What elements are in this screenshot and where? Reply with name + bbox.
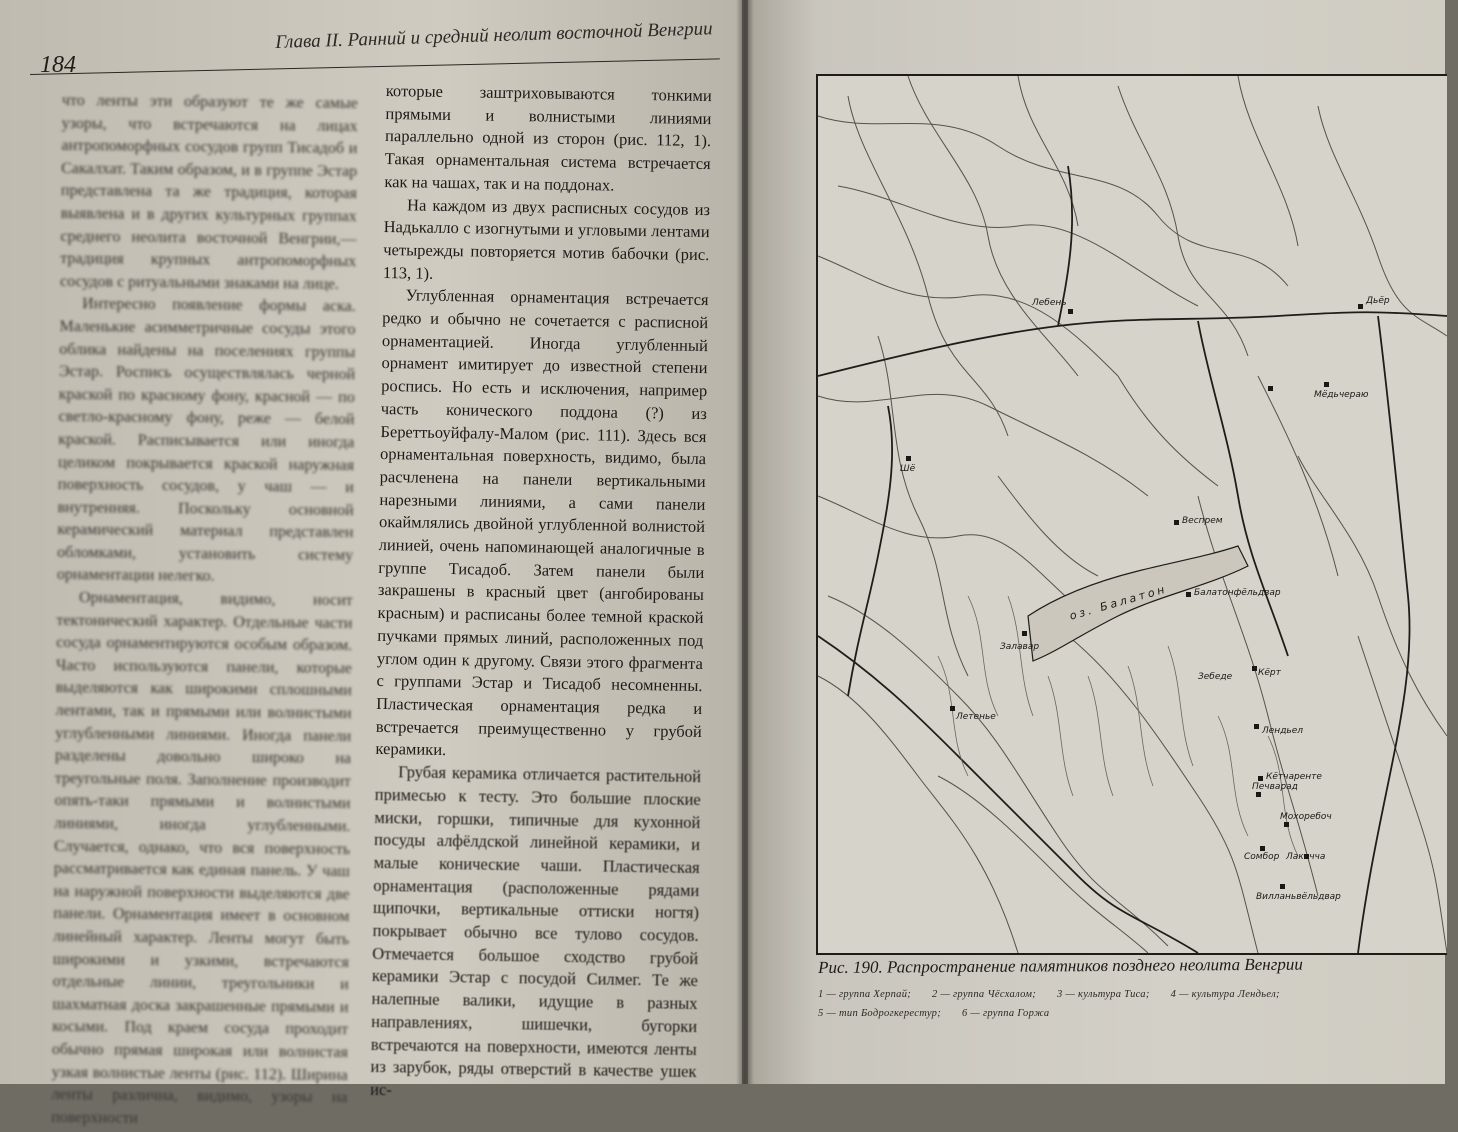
site-marker [1358, 304, 1363, 309]
place-label: Веспрем [1182, 516, 1223, 526]
site-marker [1022, 631, 1027, 636]
figure-legend [818, 985, 1458, 1023]
running-head: Глава II. Ранний и средний неолит восточной Венгрии [275, 18, 713, 53]
place-label: Сомбор [1244, 852, 1280, 862]
site-marker [1280, 884, 1285, 889]
legend-item: 4 — культура Лендьел; [1170, 989, 1280, 1000]
map-drawing [818, 76, 1447, 953]
paragraph: что ленты эти образуют те же самые узоры, что встречаются на лицах антропоморфных сосудов групп Тисадоб и Сакалхат. Таким образом, и в группе Эстар представлена та же традиция, которая выявлена и в других культурных группах среднего неолита восточной Венгрии,—традиция крупных антропоморфных сосудов с ритуальными знаками на лице. [59, 91, 358, 293]
place-label: Мёдьчераю [1314, 390, 1369, 400]
book-gutter [736, 0, 754, 1084]
place-label: Вилланьвёльдвар [1256, 892, 1341, 902]
place-label: Печварад [1252, 782, 1298, 792]
legend-item: 1 — группа Херпай; [818, 989, 912, 1000]
page-number: 184 [40, 52, 76, 78]
legend-item: 3 — культура Тиса; [1056, 989, 1150, 1000]
site-marker [1068, 309, 1073, 314]
paragraph: Углубленная орнаментация встречается редко и обычно не сочетается с расписной орнаментацией. Иногда углубленный орнамент имитирует до известной степени роспись. Но есть и исключения, например часть конического поддона (?) из Береттьоуйфалу-Малом (рис. 111). Здесь вся орнаментальная поверхность, видимо, была расчленена на панели вертикальными нарезными линиями, а сами панели окаймлялись двойной углубленной волнистой линией, очень напоминающей аналогичные в группе Тисадоб. Затем панели были закрашены в красный цвет (ангобированы красным) и расписаны более темной краской пучками прямых линий, расположенных под углом один к другому. Связи этого фрагмента с группами Эстар и Тисадоб несомненны. Пластическая орнаментация редка и встречается преимущественно у грубой керамики. [375, 285, 709, 760]
place-label: Лебень [1032, 298, 1067, 308]
site-marker [1254, 724, 1259, 729]
place-label: Лакочча [1286, 852, 1326, 862]
legend-item: 2 — группа Чёсхалом; [932, 989, 1037, 1000]
site-marker [1324, 382, 1329, 387]
site-marker [906, 456, 911, 461]
paragraph: Интересно появление формы аска. Маленькие асимметричные сосуды этого облика найдены на поселениях группы Эстар. Роспись осуществлялась черной краской по красному фону, красной — по светло-красному фону, реже — белой краской. Расписывается или иногда целиком покрывается краской наружная поверхность сосудов, у чаш — и внутренняя. Поскольку основной керамический материал представлен обломками, установить систему орнаментации нелегко. [56, 295, 356, 586]
place-label: Шё [900, 464, 916, 474]
site-marker [1252, 666, 1257, 671]
site-marker [1256, 792, 1261, 797]
left-text-column [51, 90, 358, 1132]
paragraph: На каждом из двух расписных сосудов из Надькалло с изогнутыми и угловыми лентами четырежды повторяется мотив бабочки (рис. 113, 1). [382, 194, 711, 283]
lake-label: оз. Балатон [1068, 582, 1169, 623]
paragraph: Грубая керамика отличается растительной примесью к тесту. Это большие плоские миски, горшки, типичные для кухонной посуды алфёлдской линейной керамики, и малые конические чаши. Пластическая орнаментация (расположенные рядами щипочки, вертикальные оттиски ногтя) покрывает обычно все тулово сосудов. Отмечается большое сходство грубой керамики Эстар с посудой Силмег. Те же налепные валики, идущие в разных направлениях, шишечки, бугорки встречаются на поверхности, имеются ленты из зарубок, ряды отверстий в качестве ушек ис- [369, 762, 702, 1100]
paragraph: которые заштриховываются тонкими прямыми и волнистыми линиями параллельно одной из сторон (рис. 112, 1). Такая орнаментальная система встречается как на чашах, так и на поддонах. [384, 80, 712, 195]
header-rule [30, 58, 720, 75]
place-label: Зебеде [1198, 672, 1233, 682]
place-label: Лендьел [1262, 726, 1304, 736]
place-label: Мохоребоч [1280, 812, 1332, 822]
place-label: Балатонфёльдвар [1194, 588, 1281, 598]
legend-item: 6 — группа Горжа [961, 1008, 1050, 1019]
site-marker [1258, 776, 1263, 781]
legend-item: 5 — тип Бодрогкерестур; [818, 1008, 941, 1019]
place-label: Летенье [956, 712, 996, 722]
figure-caption: Рис. 190. Распространение памятников позднего неолита Венгрии [818, 954, 1303, 977]
place-label: Залавар [1000, 642, 1040, 652]
right-text-column [370, 80, 712, 1107]
site-marker [1268, 386, 1273, 391]
site-marker [950, 706, 955, 711]
distribution-map [816, 74, 1447, 955]
site-marker [1284, 822, 1289, 827]
site-marker [1186, 592, 1191, 597]
paragraph: Орнаментация, видимо, носит тектонический характер. Отдельные части сосуда орнаментируются особым образом. Часто используются панели, которые выделяются как широкими сплошными лентами, так и прямыми или волнистыми углубленными линиями. Иногда панели разделены довольно широко на треугольные поля. Заполнение производит опять-таки прямыми и волнистыми линиями, иногда углубленными. Случается, однако, что вся поверхность рассматривается как единая панель. У чаш на наружной поверхности выделяются две панели. Орнаментация имеет в основном линейный характер. Ленты могут быть широкими и узкими, встречаются отдельные линии, треугольники и шахматная доска закрашенные прямыми и косыми. Под краем сосуда проходит обычно прямая широкая или волнистая узкая волнистые ленты (рис. 112). Ширина ленты различна, видимо, узоры на поверхности [51, 589, 353, 1127]
place-label: Кёрт [1258, 668, 1281, 678]
site-marker [1174, 520, 1179, 525]
site-marker [1260, 846, 1265, 851]
place-label: Дьёр [1366, 296, 1390, 306]
place-label: Кётчаренте [1266, 772, 1322, 782]
